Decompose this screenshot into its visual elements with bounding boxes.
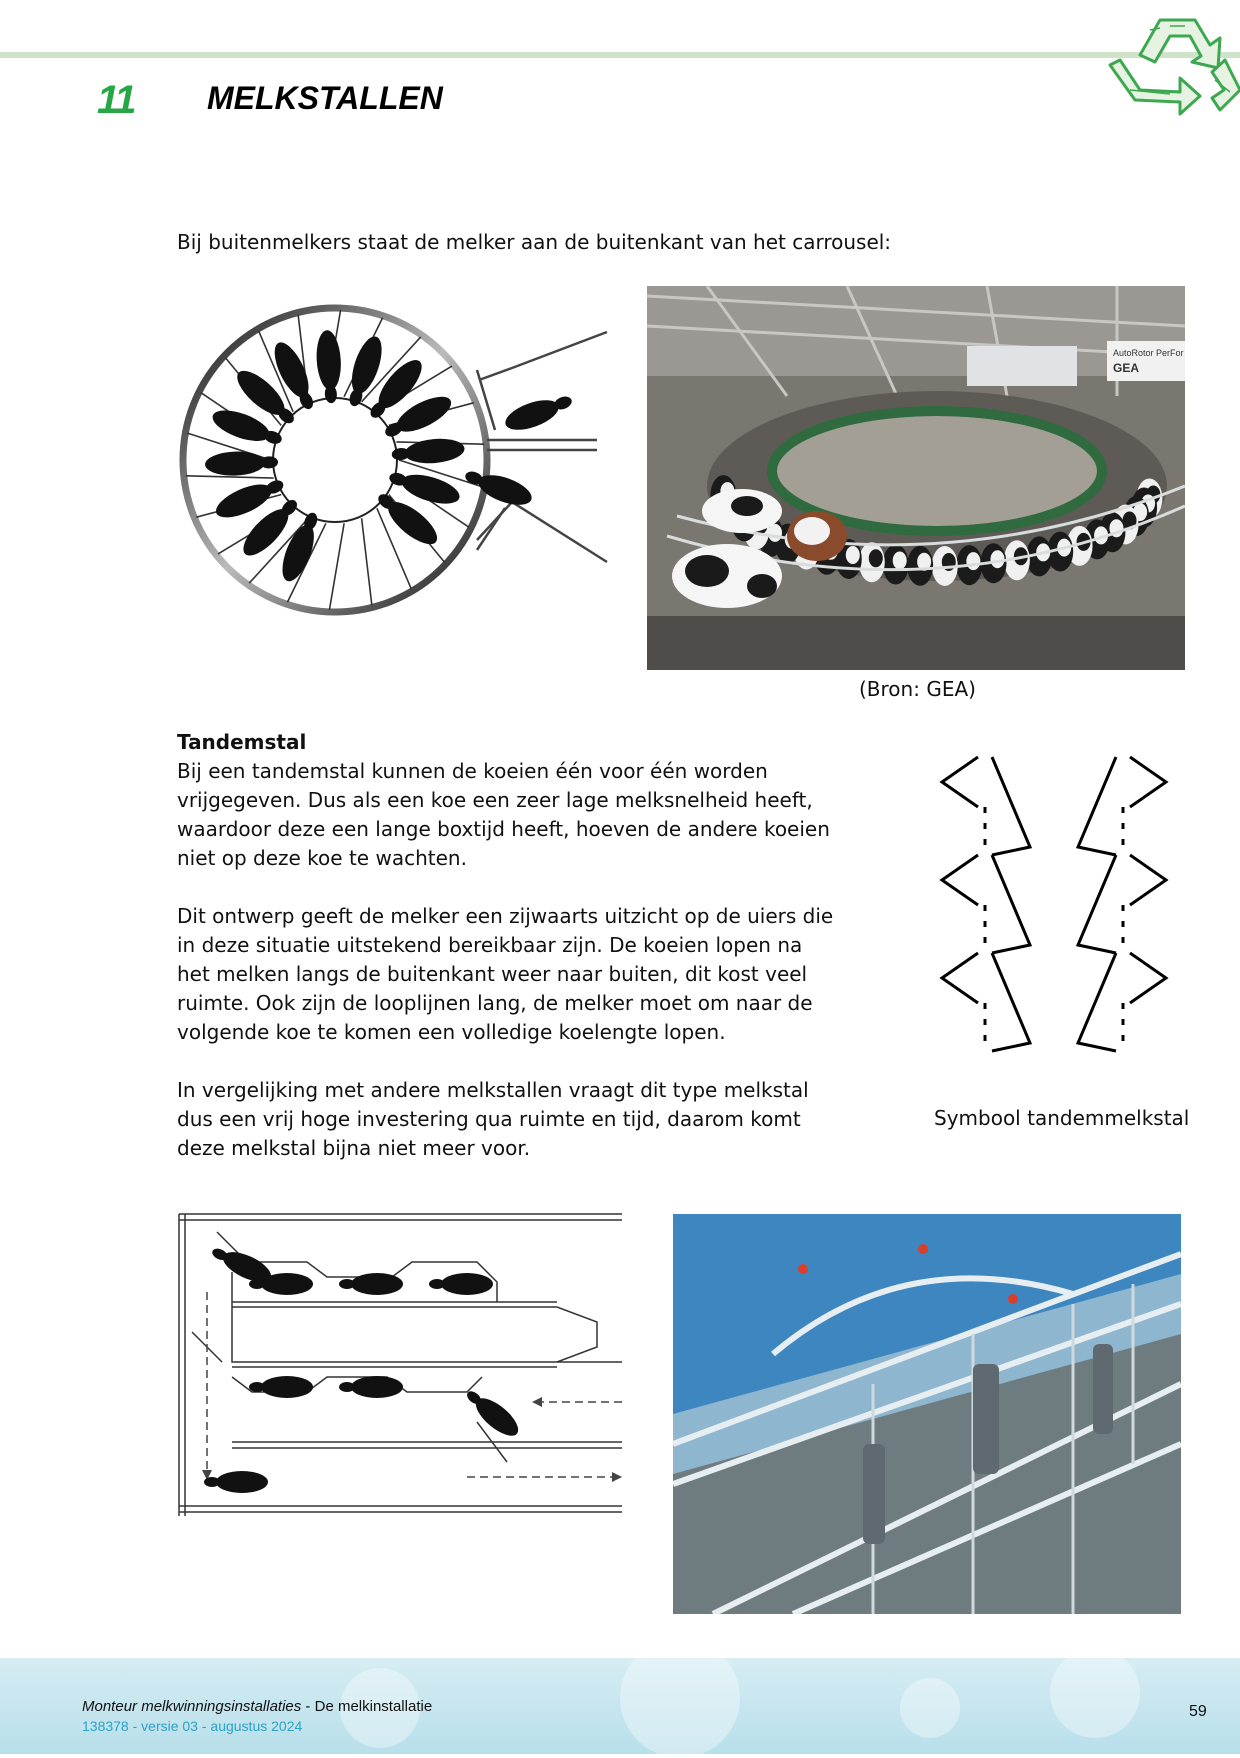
plan-cow bbox=[249, 1376, 313, 1398]
carousel-cow bbox=[315, 330, 343, 391]
header-rule bbox=[0, 52, 1240, 58]
recycle-icon bbox=[1100, 0, 1240, 120]
tandem-paragraph-1: Bij een tandemstal kunnen de koeien één voor één worden vrijgegeven. Dus als een koe een zeer lage melksnelheid heeft, waardoor deze een lange boxtijd heeft, hoeven de andere koeien niet op deze koe te wachten. bbox=[177, 759, 830, 870]
carousel-diagram bbox=[177, 290, 617, 630]
photo-cow-patch bbox=[966, 552, 980, 570]
carousel-cow bbox=[398, 469, 462, 509]
photo-cow-patch bbox=[893, 552, 907, 570]
plan-cow bbox=[208, 1241, 275, 1288]
tandem-symbol-stroke bbox=[1130, 757, 1166, 807]
tandem-symbol-stroke bbox=[942, 855, 978, 905]
page-number: 59 bbox=[1189, 1703, 1207, 1720]
tandem-symbol-stroke bbox=[942, 953, 978, 1003]
carousel-cow bbox=[209, 404, 274, 447]
tandem-heading: Tandemstal bbox=[177, 730, 307, 754]
footer-subtitle: De melkinstallatie bbox=[314, 1698, 433, 1715]
plan-cow bbox=[461, 1384, 524, 1442]
tandem-symbol-stroke bbox=[1078, 855, 1116, 953]
chapter-title: MELKSTALLEN bbox=[207, 80, 443, 116]
tandem-paragraph-3: In vergelijking met andere melkstallen vraagt dit type melkstal dus een vrij hoge investering qua ruimte en tijd, daarom komt deze melkstal bijna niet meer voor. bbox=[177, 1078, 809, 1160]
sign-line-2: GEA bbox=[1113, 361, 1140, 375]
footer-title bbox=[82, 1698, 432, 1715]
intro-text: Bij buitenmelkers staat de melker aan de buitenkant van het carrousel: bbox=[177, 230, 892, 254]
tandem-symbol-stroke bbox=[992, 953, 1030, 1051]
footer-version: 138378 - versie 03 - augustus 2024 bbox=[82, 1718, 303, 1734]
tandem-plan-diagram bbox=[177, 1212, 622, 1516]
tandem-symbol-stroke bbox=[992, 855, 1030, 953]
tandem-section bbox=[177, 728, 837, 1192]
carousel-photo bbox=[647, 286, 1185, 670]
tandem-symbol-stroke bbox=[1078, 757, 1116, 855]
plan-cow bbox=[204, 1471, 268, 1493]
tandem-symbol-stroke bbox=[942, 757, 978, 807]
tandem-symbol-caption: Symbool tandemmelkstal bbox=[934, 1106, 1190, 1130]
sign-line-1: AutoRotor PerFor bbox=[1113, 348, 1184, 358]
photo-cow-patch bbox=[869, 549, 883, 567]
footer-separator: - bbox=[301, 1698, 315, 1715]
tandem-symbol-stroke bbox=[1130, 855, 1166, 905]
carousel-cow bbox=[346, 333, 388, 398]
carousel-cow bbox=[404, 436, 466, 465]
tandem-symbol-stroke bbox=[1078, 953, 1116, 1051]
footer-course-title: Monteur melkwinningsinstallaties bbox=[82, 1698, 302, 1715]
chapter-number: 11 bbox=[97, 78, 135, 122]
tandem-symbol-stroke bbox=[1130, 953, 1166, 1003]
tandem-paragraph-2: Dit ontwerp geeft de melker een zijwaarts uitzicht op de uiers die in deze situatie uitstekend bereikbaar zijn. De koeien lopen na het melken langs de buitenkant weer naar buiten, dit kost veel ruimte. Ook zijn de looplijnen lang, de melker moet om naar de volgende koe te komen een volledige koelengte lopen. bbox=[177, 904, 834, 1044]
plan-cow bbox=[339, 1376, 403, 1398]
plan-cow bbox=[429, 1273, 493, 1295]
tandem-symbol-stroke bbox=[992, 757, 1030, 855]
tandem-photo bbox=[673, 1214, 1181, 1614]
carousel-photo-caption: (Bron: GEA) bbox=[859, 677, 976, 701]
photo-cow-patch bbox=[846, 546, 860, 564]
photo-cow-patch bbox=[990, 550, 1004, 568]
carousel-cow bbox=[205, 451, 266, 477]
tandem-symbol bbox=[930, 750, 1180, 1090]
